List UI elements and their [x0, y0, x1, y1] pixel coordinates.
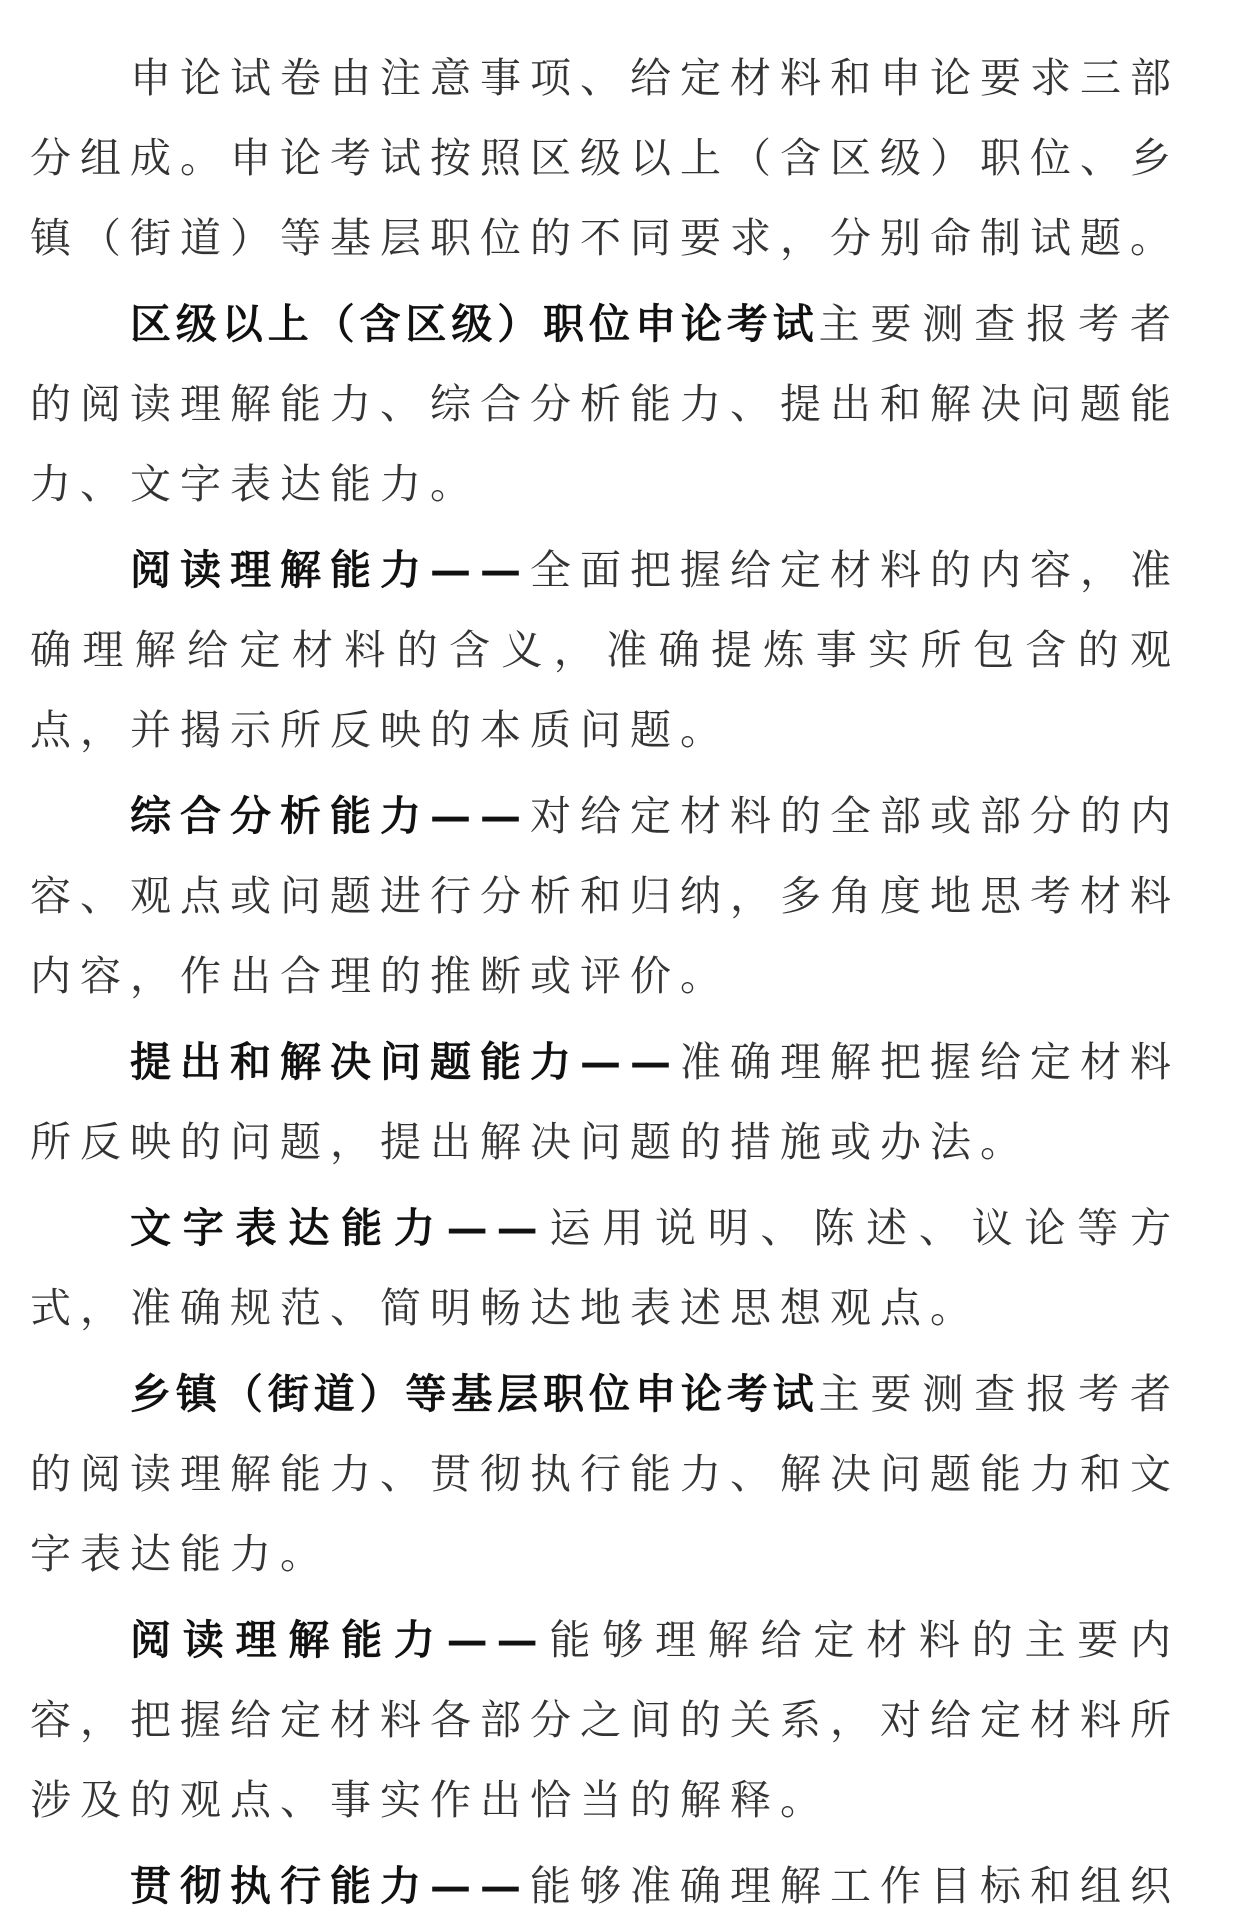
paragraph-text: 运用说明、陈述、议论等方式，准确规范、简明畅达地表述思想观点。	[30, 1204, 1181, 1332]
document-page	[30, 38, 1180, 1932]
paragraph-comprehensive-analysis	[30, 776, 1180, 1016]
paragraph-intro	[30, 38, 1180, 278]
ability-term: 提出和解决问题能力——	[130, 1038, 680, 1086]
ability-term: 文字表达能力——	[130, 1204, 547, 1252]
paragraph-reading-comprehension-township	[30, 1600, 1180, 1840]
paragraph-text: 能够准确理解工作目标和组织	[530, 1862, 1180, 1910]
paragraph-implementation	[30, 1846, 1180, 1926]
paragraph-text: 能够理解给定材料的主要内容，把握给定材料各部分之间的关系，对给定材料所涉及的观点、事实作出恰当的解释。	[30, 1616, 1181, 1824]
paragraph-text: 申论试卷由注意事项、给定材料和申论要求三部分组成。申论考试按照区级以上（含区级）职位、乡镇（街道）等基层职位的不同要求，分别命制试题。	[30, 54, 1180, 262]
ability-term: 综合分析能力——	[130, 792, 530, 840]
ability-term: 贯彻执行能力——	[130, 1862, 530, 1910]
paragraph-township-exam	[30, 1354, 1180, 1594]
section-heading: 区级以上（含区级）职位申论考试	[130, 300, 819, 348]
ability-term: 阅读理解能力——	[130, 1616, 547, 1664]
paragraph-text: 准确理解把握给定材料所反映的问题，提出解决问题的措施或办法。	[30, 1038, 1180, 1166]
paragraph-district-exam	[30, 284, 1180, 524]
paragraph-text: 对给定材料的全部或部分的内容、观点或问题进行分析和归纳，多角度地思考材料内容，作出合理的推断或评价。	[30, 792, 1180, 1000]
paragraph-text: 主要测查报考者的阅读理解能力、贯彻执行能力、解决问题能力和文字表达能力。	[30, 1370, 1181, 1578]
paragraph-text: 主要测查报考者的阅读理解能力、综合分析能力、提出和解决问题能力、文字表达能力。	[30, 300, 1181, 508]
paragraph-text: 全面把握给定材料的内容，准确理解给定材料的含义，准确提炼事实所包含的观点，并揭示所反映的本质问题。	[30, 546, 1180, 754]
paragraph-problem-solving	[30, 1022, 1180, 1182]
paragraph-reading-comprehension	[30, 530, 1180, 770]
paragraph-written-expression	[30, 1188, 1180, 1348]
section-heading: 乡镇（街道）等基层职位申论考试	[130, 1370, 819, 1418]
ability-term: 阅读理解能力——	[130, 546, 530, 594]
